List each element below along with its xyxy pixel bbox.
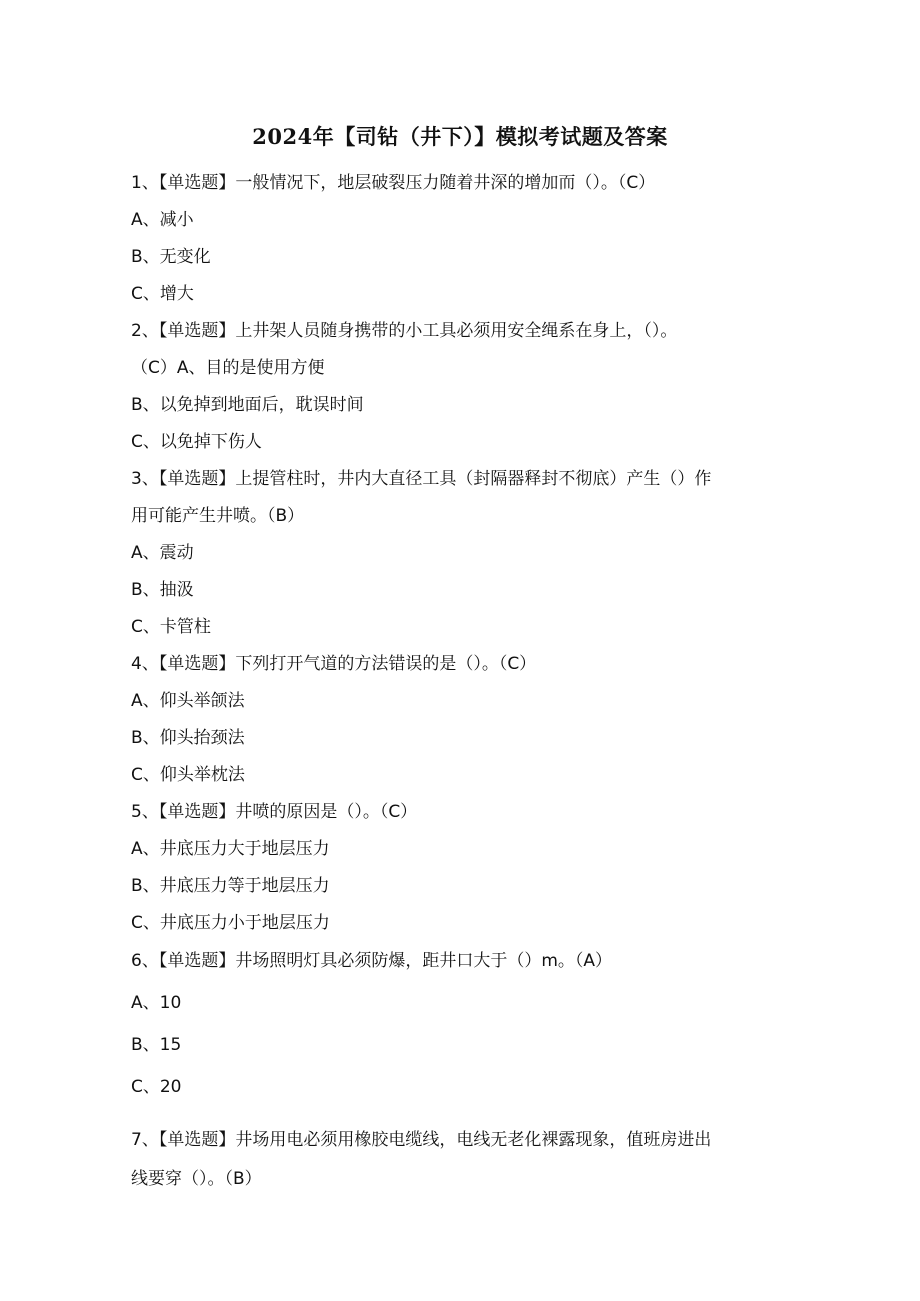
question-5: 5、【单选题】井喷的原因是（）。（C） [131, 802, 418, 822]
question-7-cont: 线要穿（）。（B） [131, 1169, 262, 1189]
question-3-cont: 用可能产生井喷。（B） [131, 506, 305, 526]
q6-option-b: B、15 [131, 1035, 182, 1055]
q1-option-c: C、增大 [131, 284, 194, 304]
q4-option-b: B、仰头抬颈法 [131, 728, 245, 748]
q1-option-a: A、减小 [131, 210, 194, 230]
q5-option-a: A、井底压力大于地层压力 [131, 839, 330, 859]
q2-option-c: C、以免掉下伤人 [131, 432, 262, 452]
q6-option-a: A、10 [131, 993, 182, 1013]
q3-option-a: A、震动 [131, 543, 194, 563]
question-7: 7、【单选题】井场用电必须用橡胶电缆线，电线无老化裸露现象，值班房进出 [131, 1130, 712, 1150]
q1-option-b: B、无变化 [131, 247, 211, 267]
q5-option-c: C、井底压力小于地层压力 [131, 913, 330, 933]
question-2: 2、【单选题】上井架人员随身携带的小工具必须用安全绳系在身上，（）。 [131, 321, 678, 341]
question-4: 4、【单选题】下列打开气道的方法错误的是（）。（C） [131, 654, 537, 674]
question-3: 3、【单选题】上提管柱时，井内大直径工具（封隔器释封不彻底）产生（）作 [131, 469, 712, 489]
q2-option-b: B、以免掉到地面后，耽误时间 [131, 395, 364, 415]
q3-option-b: B、抽汲 [131, 580, 194, 600]
q5-option-b: B、井底压力等于地层压力 [131, 876, 330, 896]
document-title: 2024年【司钻（井下）】模拟考试题及答案 [252, 124, 668, 149]
q6-option-c: C、20 [131, 1077, 182, 1097]
q3-option-c: C、卡管柱 [131, 617, 211, 637]
q4-option-a: A、仰头举颌法 [131, 691, 245, 711]
question-1: 1、【单选题】一般情况下，地层破裂压力随着井深的增加而（）。（C） [131, 173, 656, 193]
q2-answer-option-a: （C）A、目的是使用方便 [131, 358, 325, 378]
q4-option-c: C、仰头举枕法 [131, 765, 245, 785]
question-6: 6、【单选题】井场照明灯具必须防爆，距井口大于（）m。（A） [131, 951, 613, 971]
